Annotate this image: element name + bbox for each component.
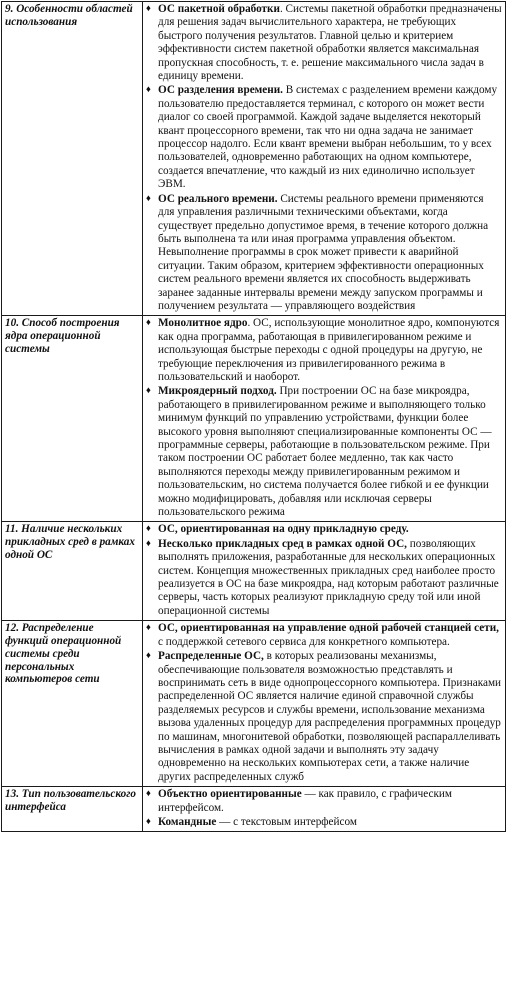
table-body <box>2 2 506 832</box>
item-term: Объектно ориентированные <box>158 788 302 801</box>
description-cell <box>143 522 506 621</box>
item-term: ОС, ориентированная на управление одной рабочей станцией сети, <box>158 622 499 635</box>
item-text: в которых реализованы механизмы, обеспечивающие пользователя возможностью представлять и воспринимать сеть в виде однопроцессорного компьютера. Признаками распределенной ОС является наличие единой справочной службы разделяемых ресурсов и службы времени, использование механизма вызова удаленных процедур для распределения программных процедур по машинам, многонитевой обработки, позволяющей распараллеливать вычисления в рамках одной задачи и выполнять эту задачу одновременно на нескольких компьютерах сети, а также наличие других распределенных служб <box>158 650 502 783</box>
list-item <box>146 788 502 815</box>
diamond-bullet-icon: ♦ <box>146 85 151 96</box>
list-item <box>146 193 502 314</box>
description-cell <box>143 787 506 832</box>
table-row <box>2 522 506 621</box>
description-cell <box>143 316 506 522</box>
table-row <box>2 787 506 832</box>
diamond-bullet-icon: ♦ <box>146 789 151 800</box>
item-text: — с текстовым интерфейсом <box>219 815 357 828</box>
item-separator: . <box>247 317 254 330</box>
description-cell <box>143 2 506 316</box>
item-separator: . <box>279 3 286 15</box>
item-text: позволяющих выполнять приложения, разработанные для нескольких операционных систем. Концепция множественных прикладных сред наиболее просто реализуется в ОС на базе микроядра, над которым работают различные серверы, часть которых реализуют прикладную среду той или иной операционной системы <box>158 537 499 617</box>
item-text: ОС, использующие монолитное ядро, компонуются как одна программа, работающая в привилегированном режиме и использующая быстрые переходы с одной процедуры на другую, не требующие переключения из привилегированного режима в пользовательский и наоборот. <box>158 317 500 383</box>
item-term: ОС реального времени. <box>158 192 278 205</box>
list-item <box>146 3 502 83</box>
item-term: ОС разделения времени. <box>158 84 283 97</box>
diamond-bullet-icon: ♦ <box>146 4 151 14</box>
item-text: Системы пакетной обработки предназначены для решения задач вычислительного характера, не требующих быстрого получения результатов. Главной целью и критерием эффективности систем пакетной обработки является максимальная пропускная способность, т. е. решение максимального числа задач в единицу времени. <box>158 3 502 83</box>
diamond-bullet-icon: ♦ <box>146 623 151 634</box>
category-cell: 9. Особенности областей использования <box>2 2 143 316</box>
item-text: В системах с разделением времени каждому пользователю предоставляется терминал, с которого он может вести диалог со своей программой. Каждой задаче выделяется некоторый квант процессорного времени, так что ни одна задача не занимает процессор надолго. Если квант времени выбран небольшим, то у всех пользователей, одновременно работающих на одном компьютере, создается впечатление, что каждый из них единолично использует ЭВМ. <box>158 84 498 191</box>
os-classification-table <box>1 1 506 832</box>
category-cell: 11. Наличие нескольких прикладных сред в рамках одной ОС <box>2 522 143 621</box>
category-cell: 10. Способ построения ядра операционной системы <box>2 316 143 522</box>
category-cell: 12. Распределение функций операционной системы среди персональных компьютеров сети <box>2 621 143 787</box>
item-text: При построении ОС на базе микроядра, работающего в привилегированном режиме и выполняющего только минимум функций по управлению устройствами, функции более высокого уровня выполняют специализированные компоненты ОС — программные серверы, работающие в пользовательском режиме. При таком построении ОС работает более медленно, так как часто выполняются переходы между привилегированным режимом и пользовательским, но система получается более гибкой и ее функции можно модифицировать, добавляя или исключая серверы пользовательского режима <box>158 385 492 519</box>
item-term: ОС пакетной обработки <box>158 3 280 15</box>
diamond-bullet-icon: ♦ <box>146 386 151 397</box>
diamond-bullet-icon: ♦ <box>146 524 151 535</box>
category-cell: 13. Тип пользовательского интерфейса <box>2 787 143 832</box>
item-term: ОС, ориентированная на одну прикладную среду. <box>158 523 409 536</box>
description-cell <box>143 621 506 787</box>
list-item <box>146 538 502 618</box>
list-item <box>146 622 502 649</box>
item-term: Монолитное ядро <box>158 317 248 330</box>
item-term: Командные <box>158 815 217 828</box>
item-text: Системы реального времени применяются для управления различными техническими объектами, когда существует предельно допустимое время, в течение которого должна быть выполнена та или иная программа управления объектом. Невыполнение программы в срок может привести к аварийной ситуации. Таким образом, критерием эффективности операционных систем реального времени является их способность выдерживать заранее заданные интервалы времени между запуском программы и получением результата — управляющего воздействия <box>158 192 489 312</box>
table-row <box>2 2 506 316</box>
item-text: — как правило, с графическим интерфейсом. <box>158 788 452 814</box>
diamond-bullet-icon: ♦ <box>146 193 151 204</box>
list-item <box>146 816 502 829</box>
diamond-bullet-icon: ♦ <box>146 816 151 827</box>
list-item <box>146 650 502 784</box>
diamond-bullet-icon: ♦ <box>146 318 151 329</box>
list-item <box>146 84 502 191</box>
list-item <box>146 385 502 519</box>
list-item <box>146 523 502 536</box>
table-row <box>2 316 506 522</box>
table-row <box>2 621 506 787</box>
item-term: Распределенные ОС, <box>158 650 264 663</box>
item-separator <box>499 622 502 634</box>
item-text: с поддержкой сетевого сервиса для конкретного компьютера. <box>158 635 450 648</box>
diamond-bullet-icon: ♦ <box>146 538 151 549</box>
list-item <box>146 317 502 384</box>
item-term: Несколько прикладных сред в рамках одной ОС, <box>158 537 407 550</box>
diamond-bullet-icon: ♦ <box>146 651 151 662</box>
item-term: Микроядерный подход. <box>158 385 277 398</box>
